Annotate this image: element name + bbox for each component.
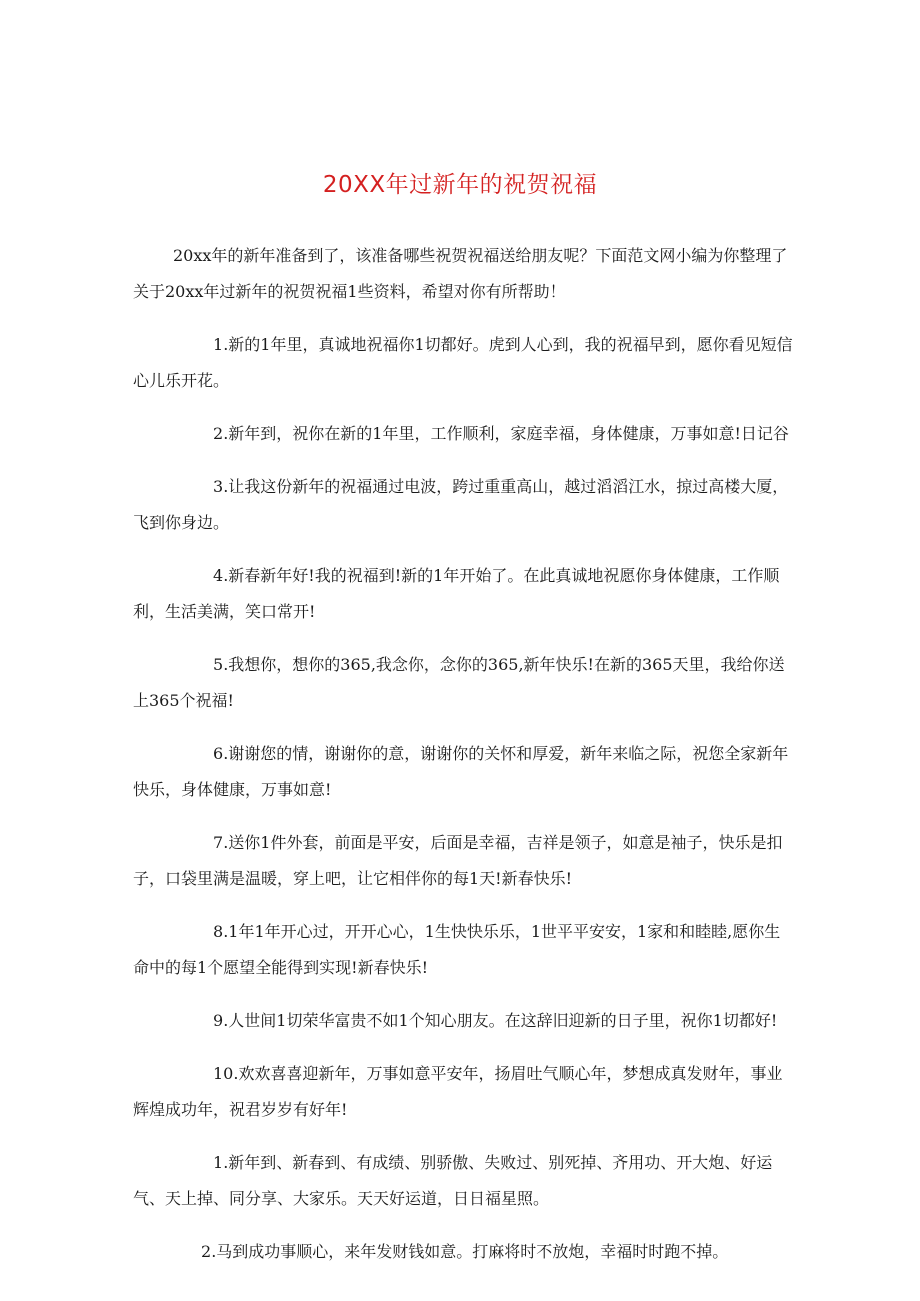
document-body: [133, 238, 793, 1287]
item-number: 1: [213, 335, 224, 354]
item-number: 9: [213, 1011, 224, 1030]
item-number: 8: [213, 922, 224, 941]
item-text: .新春新年好!我的祝福到!新的1年开始了。在此真诚地祝愿你身体健康，工作顺利，生活美满，笑口常开!: [133, 566, 780, 621]
list-item: [133, 914, 793, 986]
item-text: .送你1件外套，前面是平安，后面是幸福，吉祥是领子，如意是袖子，快乐是扣子，口袋里满是温暖，穿上吧，让它相伴你的每1天!新春快乐!: [133, 833, 783, 888]
item-text: .马到成功事顺心，来年发财钱如意。打麻将时不放炮，幸福时时跑不掉。: [211, 1242, 729, 1261]
list-item: [133, 1234, 793, 1270]
list-item: [133, 1145, 793, 1217]
item-text: .人世间1切荣华富贵不如1个知心朋友。在这辞旧迎新的日子里，祝你1切都好!: [223, 1011, 778, 1030]
item-number: 4: [213, 566, 224, 585]
item-number: 5: [213, 655, 224, 674]
item-number: 2: [213, 424, 224, 443]
list-item: [133, 327, 793, 399]
item-text: .让我这份新年的祝福通过电波，跨过重重高山，越过滔滔江水，掠过高楼大厦，飞到你身边。: [133, 477, 789, 532]
item-number: 1: [213, 1153, 224, 1172]
item-number: 3: [213, 477, 224, 496]
item-number: 10: [213, 1064, 234, 1083]
item-text: .1年1年开心过，开开心心，1生快快乐乐，1世平平安安，1家和和睦睦,愿你生命中的每1个愿望全能得到实现!新春快乐!: [133, 922, 781, 977]
item-number: 6: [213, 744, 224, 763]
list-item: [133, 825, 793, 897]
item-text: .我想你，想你的365,我念你，念你的365,新年快乐!在新的365天里，我给你送上365个祝福!: [133, 655, 785, 710]
item-text: .新年到，祝你在新的1年里，工作顺利，家庭幸福，身体健康，万事如意!日记谷: [223, 424, 789, 443]
list-item: [133, 1056, 793, 1128]
item-text: .欢欢喜喜迎新年，万事如意平安年，扬眉吐气顺心年，梦想成真发财年，事业辉煌成功年，祝君岁岁有好年!: [133, 1064, 783, 1119]
document-title: 20XX年过新年的祝贺祝福: [322, 172, 598, 198]
item-number: 2: [201, 1242, 212, 1261]
item-text: .新的1年里，真诚地祝福你1切都好。虎到人心到，我的祝福早到，愿你看见短信心儿乐开花。: [133, 335, 793, 390]
list-item: [133, 647, 793, 719]
item-number: 7: [213, 833, 224, 852]
item-text: .新年到、新春到、有成绩、别骄傲、失败过、别死掉、齐用功、开大炮、好运气、天上掉、同分享、大家乐。天天好运道，日日福星照。: [133, 1153, 773, 1208]
item-text: .谢谢您的情，谢谢你的意，谢谢你的关怀和厚爱，新年来临之际，祝您全家新年快乐，身体健康，万事如意!: [133, 744, 789, 799]
list-item: [133, 736, 793, 808]
intro-paragraph: 20xx年的新年准备到了，该准备哪些祝贺祝福送给朋友呢？下面范文网小编为你整理了关于20xx年过新年的祝贺祝福1些资料，希望对你有所帮助！: [133, 246, 788, 301]
list-item: [133, 416, 793, 452]
list-item: [133, 558, 793, 630]
list-item: [133, 1003, 793, 1039]
list-item: [133, 469, 793, 541]
